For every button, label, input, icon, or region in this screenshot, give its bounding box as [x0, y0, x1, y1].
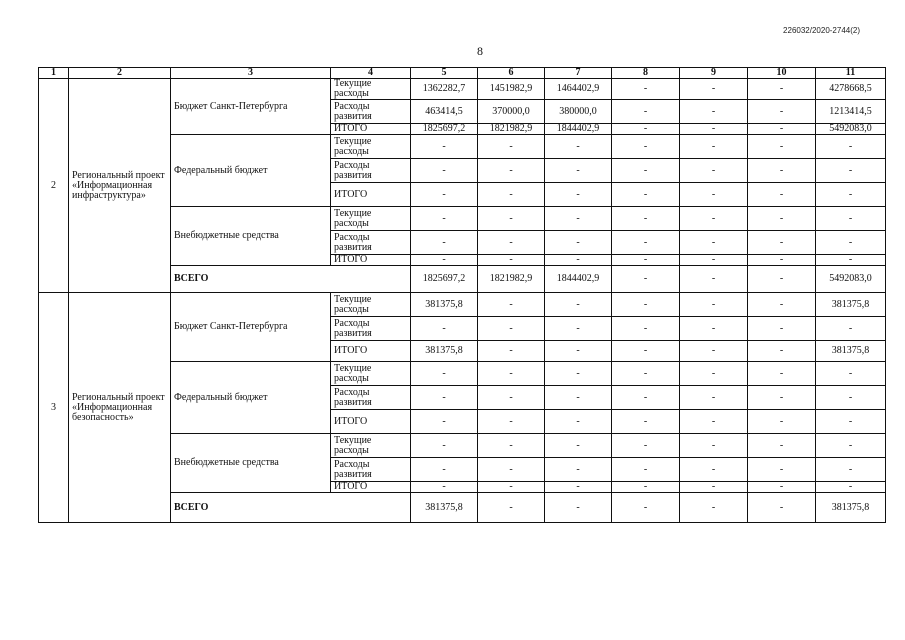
- expense-type: Текущие расходы: [331, 293, 411, 317]
- value-cell: -: [748, 79, 816, 100]
- expense-type: Расходы развития: [331, 317, 411, 341]
- value-cell: -: [748, 255, 816, 266]
- funding-source: Бюджет Санкт-Петербурга: [171, 293, 331, 362]
- value-cell: -: [545, 255, 612, 266]
- value-cell: -: [748, 293, 816, 317]
- row-number: 3: [39, 293, 69, 523]
- value-cell: -: [478, 458, 545, 482]
- value-cell: -: [816, 317, 886, 341]
- value-cell: -: [545, 362, 612, 386]
- total-value: -: [612, 266, 680, 293]
- value-cell: -: [816, 410, 886, 434]
- value-cell: -: [748, 458, 816, 482]
- document-number: 226032/2020-2744(2): [783, 26, 860, 35]
- value-cell: -: [612, 124, 680, 135]
- value-cell: -: [545, 159, 612, 183]
- project-name: Региональный проект «Информационная безопасность»: [69, 293, 171, 523]
- header-cell-9: 9: [680, 68, 748, 79]
- value-cell: -: [748, 386, 816, 410]
- value-cell: -: [680, 255, 748, 266]
- header-cell-8: 8: [612, 68, 680, 79]
- value-cell: -: [478, 255, 545, 266]
- value-cell: 370000,0: [478, 100, 545, 124]
- project-name: Региональный проект «Информационная инфраструктура»: [69, 79, 171, 293]
- value-cell: -: [478, 231, 545, 255]
- header-cell-1: 1: [39, 68, 69, 79]
- value-cell: -: [545, 482, 612, 493]
- value-cell: -: [748, 159, 816, 183]
- value-cell: -: [680, 124, 748, 135]
- value-cell: -: [612, 317, 680, 341]
- value-cell: -: [411, 135, 478, 159]
- total-value: -: [478, 493, 545, 523]
- value-cell: -: [748, 317, 816, 341]
- row-number: 2: [39, 79, 69, 293]
- value-cell: -: [612, 255, 680, 266]
- value-cell: -: [748, 434, 816, 458]
- value-cell: -: [478, 410, 545, 434]
- value-cell: -: [411, 458, 478, 482]
- header-cell-6: 6: [478, 68, 545, 79]
- header-row: [39, 68, 886, 79]
- expense-type: ИТОГО: [331, 410, 411, 434]
- table-row: [39, 79, 886, 100]
- value-cell: -: [545, 207, 612, 231]
- value-cell: -: [680, 458, 748, 482]
- value-cell: -: [680, 317, 748, 341]
- value-cell: 381375,8: [411, 341, 478, 362]
- value-cell: 381375,8: [816, 341, 886, 362]
- funding-source: Федеральный бюджет: [171, 362, 331, 434]
- value-cell: -: [612, 362, 680, 386]
- value-cell: -: [748, 362, 816, 386]
- value-cell: -: [612, 434, 680, 458]
- value-cell: -: [748, 482, 816, 493]
- value-cell: -: [545, 317, 612, 341]
- funding-source: Внебюджетные средства: [171, 434, 331, 493]
- value-cell: 380000,0: [545, 100, 612, 124]
- header-cell-11: 11: [816, 68, 886, 79]
- value-cell: -: [680, 362, 748, 386]
- value-cell: -: [612, 207, 680, 231]
- value-cell: -: [545, 135, 612, 159]
- value-cell: 1451982,9: [478, 79, 545, 100]
- value-cell: -: [816, 183, 886, 207]
- expense-type: Расходы развития: [331, 159, 411, 183]
- value-cell: -: [680, 183, 748, 207]
- value-cell: -: [612, 293, 680, 317]
- value-cell: -: [748, 207, 816, 231]
- total-value: -: [680, 493, 748, 523]
- value-cell: -: [478, 362, 545, 386]
- expense-type: Текущие расходы: [331, 207, 411, 231]
- expense-type: Расходы развития: [331, 386, 411, 410]
- value-cell: -: [816, 434, 886, 458]
- value-cell: -: [411, 207, 478, 231]
- value-cell: -: [545, 183, 612, 207]
- value-cell: -: [478, 159, 545, 183]
- expense-type: ИТОГО: [331, 124, 411, 135]
- expense-type: Текущие расходы: [331, 135, 411, 159]
- value-cell: -: [612, 410, 680, 434]
- funding-source: Внебюджетные средства: [171, 207, 331, 266]
- value-cell: -: [545, 293, 612, 317]
- expense-type: Текущие расходы: [331, 362, 411, 386]
- expense-type: ИТОГО: [331, 482, 411, 493]
- value-cell: -: [680, 434, 748, 458]
- budget-table: [38, 67, 886, 523]
- expense-type: Расходы развития: [331, 100, 411, 124]
- value-cell: -: [478, 482, 545, 493]
- total-value: -: [680, 266, 748, 293]
- value-cell: -: [411, 482, 478, 493]
- header-cell-10: 10: [748, 68, 816, 79]
- value-cell: -: [478, 317, 545, 341]
- value-cell: 5492083,0: [816, 124, 886, 135]
- value-cell: 1844402,9: [545, 124, 612, 135]
- value-cell: -: [816, 207, 886, 231]
- value-cell: -: [612, 458, 680, 482]
- expense-type: Расходы развития: [331, 458, 411, 482]
- value-cell: -: [545, 458, 612, 482]
- value-cell: 381375,8: [816, 293, 886, 317]
- value-cell: -: [816, 135, 886, 159]
- value-cell: -: [612, 135, 680, 159]
- value-cell: -: [612, 231, 680, 255]
- value-cell: -: [680, 410, 748, 434]
- value-cell: -: [478, 207, 545, 231]
- value-cell: -: [478, 434, 545, 458]
- value-cell: -: [748, 135, 816, 159]
- value-cell: -: [748, 410, 816, 434]
- value-cell: -: [816, 386, 886, 410]
- value-cell: -: [680, 482, 748, 493]
- value-cell: -: [478, 183, 545, 207]
- value-cell: -: [748, 183, 816, 207]
- value-cell: -: [816, 255, 886, 266]
- value-cell: -: [612, 100, 680, 124]
- value-cell: -: [411, 231, 478, 255]
- expense-type: ИТОГО: [331, 255, 411, 266]
- value-cell: -: [680, 341, 748, 362]
- total-value: 1821982,9: [478, 266, 545, 293]
- value-cell: -: [680, 159, 748, 183]
- total-value: -: [748, 266, 816, 293]
- total-value: -: [545, 493, 612, 523]
- value-cell: -: [612, 482, 680, 493]
- value-cell: -: [545, 410, 612, 434]
- value-cell: -: [680, 386, 748, 410]
- page-number: 8: [477, 44, 483, 58]
- value-cell: -: [411, 410, 478, 434]
- value-cell: 1464402,9: [545, 79, 612, 100]
- value-cell: 1213414,5: [816, 100, 886, 124]
- funding-source: Федеральный бюджет: [171, 135, 331, 207]
- value-cell: -: [612, 79, 680, 100]
- total-value: 5492083,0: [816, 266, 886, 293]
- total-value: -: [748, 493, 816, 523]
- value-cell: -: [545, 341, 612, 362]
- total-value: 1825697,2: [411, 266, 478, 293]
- value-cell: -: [680, 207, 748, 231]
- value-cell: -: [748, 124, 816, 135]
- value-cell: -: [748, 341, 816, 362]
- table-row: [39, 293, 886, 317]
- value-cell: 381375,8: [411, 293, 478, 317]
- value-cell: -: [612, 341, 680, 362]
- value-cell: -: [816, 159, 886, 183]
- value-cell: -: [612, 159, 680, 183]
- value-cell: -: [680, 100, 748, 124]
- value-cell: -: [478, 293, 545, 317]
- value-cell: -: [748, 231, 816, 255]
- value-cell: -: [680, 293, 748, 317]
- value-cell: -: [478, 386, 545, 410]
- value-cell: 463414,5: [411, 100, 478, 124]
- value-cell: -: [748, 100, 816, 124]
- expense-type: ИТОГО: [331, 183, 411, 207]
- total-value: 381375,8: [411, 493, 478, 523]
- value-cell: -: [411, 434, 478, 458]
- value-cell: -: [545, 434, 612, 458]
- value-cell: -: [680, 231, 748, 255]
- expense-type: Расходы развития: [331, 231, 411, 255]
- value-cell: -: [411, 255, 478, 266]
- value-cell: -: [411, 159, 478, 183]
- header-cell-4: 4: [331, 68, 411, 79]
- value-cell: -: [612, 386, 680, 410]
- total-label: ВСЕГО: [171, 493, 411, 523]
- value-cell: -: [816, 458, 886, 482]
- value-cell: -: [411, 362, 478, 386]
- header-cell-2: 2: [69, 68, 171, 79]
- expense-type: ИТОГО: [331, 341, 411, 362]
- funding-source: Бюджет Санкт-Петербурга: [171, 79, 331, 135]
- value-cell: -: [816, 231, 886, 255]
- value-cell: -: [680, 135, 748, 159]
- total-value: 381375,8: [816, 493, 886, 523]
- value-cell: 1825697,2: [411, 124, 478, 135]
- total-value: 1844402,9: [545, 266, 612, 293]
- value-cell: -: [478, 341, 545, 362]
- value-cell: -: [545, 231, 612, 255]
- value-cell: -: [411, 317, 478, 341]
- total-label: ВСЕГО: [171, 266, 411, 293]
- value-cell: 4278668,5: [816, 79, 886, 100]
- header-cell-7: 7: [545, 68, 612, 79]
- value-cell: -: [816, 362, 886, 386]
- total-value: -: [612, 493, 680, 523]
- header-cell-3: 3: [171, 68, 331, 79]
- value-cell: 1362282,7: [411, 79, 478, 100]
- value-cell: -: [545, 386, 612, 410]
- value-cell: -: [612, 183, 680, 207]
- value-cell: -: [680, 79, 748, 100]
- value-cell: -: [478, 135, 545, 159]
- value-cell: -: [411, 386, 478, 410]
- header-cell-5: 5: [411, 68, 478, 79]
- expense-type: Текущие расходы: [331, 79, 411, 100]
- value-cell: -: [411, 183, 478, 207]
- value-cell: 1821982,9: [478, 124, 545, 135]
- value-cell: -: [816, 482, 886, 493]
- expense-type: Текущие расходы: [331, 434, 411, 458]
